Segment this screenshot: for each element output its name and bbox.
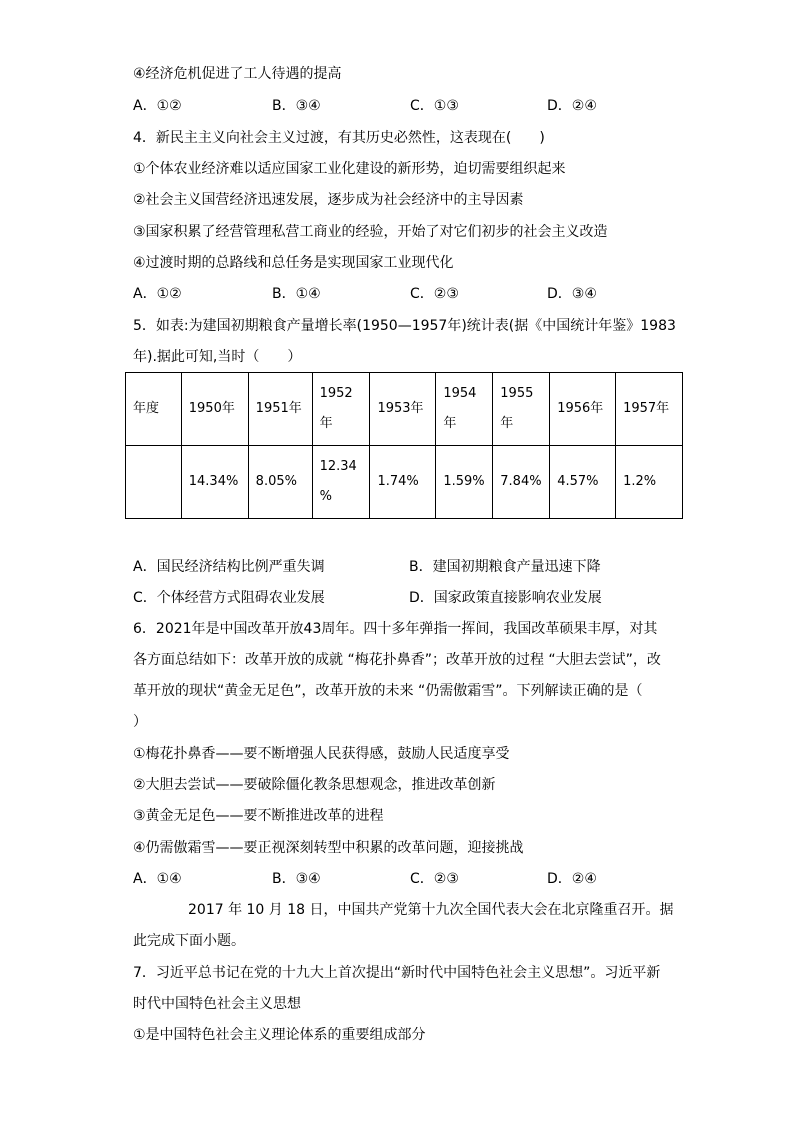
table-row bbox=[126, 446, 683, 519]
table-cell: 8.05% bbox=[248, 446, 312, 519]
q5-stem-line-2: 年).据此可知,当时（ ） bbox=[133, 349, 302, 365]
q5-options-row-1 bbox=[133, 557, 693, 577]
table-header-cell: 1957年 bbox=[616, 373, 683, 446]
q3-option-a[interactable]: A．①② bbox=[133, 98, 182, 114]
table-header-cell: 1955 年 bbox=[493, 373, 550, 446]
q4-option-a[interactable]: A．①② bbox=[133, 286, 182, 302]
q7-stem-line-2: 时代中国特色社会主义思想 bbox=[133, 996, 301, 1012]
table-cell: 14.34% bbox=[181, 446, 248, 519]
q3-option-d[interactable]: D．②④ bbox=[547, 98, 597, 114]
q4-item-4: ④过渡时期的总路线和总任务是实现国家工业现代化 bbox=[133, 255, 454, 271]
q5-option-a[interactable]: A．国民经济结构比例严重失调 bbox=[133, 559, 325, 575]
q4-option-d[interactable]: D．③④ bbox=[547, 286, 597, 302]
q3-option-b[interactable]: B．③④ bbox=[272, 98, 321, 114]
q4-item-2: ②社会主义国营经济迅速发展，逐步成为社会经济中的主导因素 bbox=[133, 192, 524, 208]
q5-option-b[interactable]: B．建国初期粮食产量迅速下降 bbox=[409, 559, 601, 575]
q6-stem-line-1: 6．2021年是中国改革开放43周年。四十多年弹指一挥间，我国改革硕果丰厚，对其 bbox=[133, 621, 658, 637]
q4-item-1: ①个体农业经济难以适应国家工业化建设的新形势，迫切需要组织起来 bbox=[133, 161, 566, 177]
q5-option-c[interactable]: C．个体经营方式阻碍农业发展 bbox=[133, 590, 325, 606]
q4-option-b[interactable]: B．①④ bbox=[272, 286, 321, 302]
material-intro-line-1: 2017 年 10 月 18 日，中国共产党第十九次全国代表大会在北京隆重召开。据 bbox=[188, 902, 674, 918]
q6-stem-line-3: 革开放的现状“黄金无足色”，改革开放的未来 “仍需傲霜雪”。下列解读正确的是（ bbox=[133, 683, 643, 699]
q7-stem-line-1: 7．习近平总书记在党的十九大上首次提出“新时代中国特色社会主义思想”。习近平新 bbox=[133, 965, 661, 981]
table-header-cell: 1954 年 bbox=[436, 373, 493, 446]
q6-option-d[interactable]: D．②④ bbox=[547, 871, 597, 887]
q5-stem-line-1: 5．如表:为建国初期粮食产量增长率(1950—1957年)统计表(据《中国统计年鉴》1983 bbox=[133, 318, 676, 334]
q6-item-2: ②大胆去尝试——要破除僵化教条思想观念，推进改革创新 bbox=[133, 777, 496, 793]
table-header-row bbox=[126, 373, 683, 446]
q6-option-b[interactable]: B．③④ bbox=[272, 871, 321, 887]
material-intro-line-2: 此完成下面小题。 bbox=[133, 933, 245, 949]
q6-option-a[interactable]: A．①④ bbox=[133, 871, 182, 887]
table-header-cell: 1950年 bbox=[181, 373, 248, 446]
table-header-cell: 1956年 bbox=[550, 373, 616, 446]
q6-options bbox=[133, 869, 693, 889]
table-header-cell: 年度 bbox=[126, 373, 182, 446]
q6-item-4: ④仍需傲霜雪——要正视深刻转型中积累的改革问题，迎接挑战 bbox=[133, 840, 524, 856]
q3-item-4: ④经济危机促进了工人待遇的提高 bbox=[133, 66, 342, 82]
table-header-cell: 1952 年 bbox=[312, 373, 370, 446]
table-cell: 12.34 % bbox=[312, 446, 370, 519]
q5-options-row-2 bbox=[133, 588, 693, 608]
table-cell: 7.84% bbox=[493, 446, 550, 519]
q4-item-3: ③国家积累了经营管理私营工商业的经验，开始了对它们初步的社会主义改造 bbox=[133, 224, 608, 240]
q6-item-3: ③黄金无足色——要不断推进改革的进程 bbox=[133, 808, 384, 824]
q4-option-c[interactable]: C．②③ bbox=[410, 286, 459, 302]
grain-growth-table bbox=[125, 372, 683, 519]
table-cell: 1.74% bbox=[370, 446, 436, 519]
table-header-cell: 1953年 bbox=[370, 373, 436, 446]
q4-stem: 4．新民主主义向社会主义过渡，有其历史必然性，这表现在( ) bbox=[133, 130, 545, 146]
table-cell bbox=[126, 446, 182, 519]
q5-option-d[interactable]: D．国家政策直接影响农业发展 bbox=[409, 590, 602, 606]
table-cell: 4.57% bbox=[550, 446, 616, 519]
q6-item-1: ①梅花扑鼻香——要不断增强人民获得感，鼓励人民适度享受 bbox=[133, 746, 510, 762]
q6-option-c[interactable]: C．②③ bbox=[410, 871, 459, 887]
q3-options bbox=[133, 96, 693, 116]
q6-stem-line-2: 各方面总结如下：改革开放的成就 “梅花扑鼻香”；改革开放的过程 “大胆去尝试”，改 bbox=[133, 652, 661, 668]
q4-options bbox=[133, 284, 693, 304]
table-cell: 1.59% bbox=[436, 446, 493, 519]
q7-item-1: ①是中国特色社会主义理论体系的重要组成部分 bbox=[133, 1027, 426, 1043]
table-cell: 1.2% bbox=[616, 446, 683, 519]
q3-option-c[interactable]: C．①③ bbox=[410, 98, 459, 114]
table-header-cell: 1951年 bbox=[248, 373, 312, 446]
q6-stem-line-4: ） bbox=[133, 714, 147, 730]
